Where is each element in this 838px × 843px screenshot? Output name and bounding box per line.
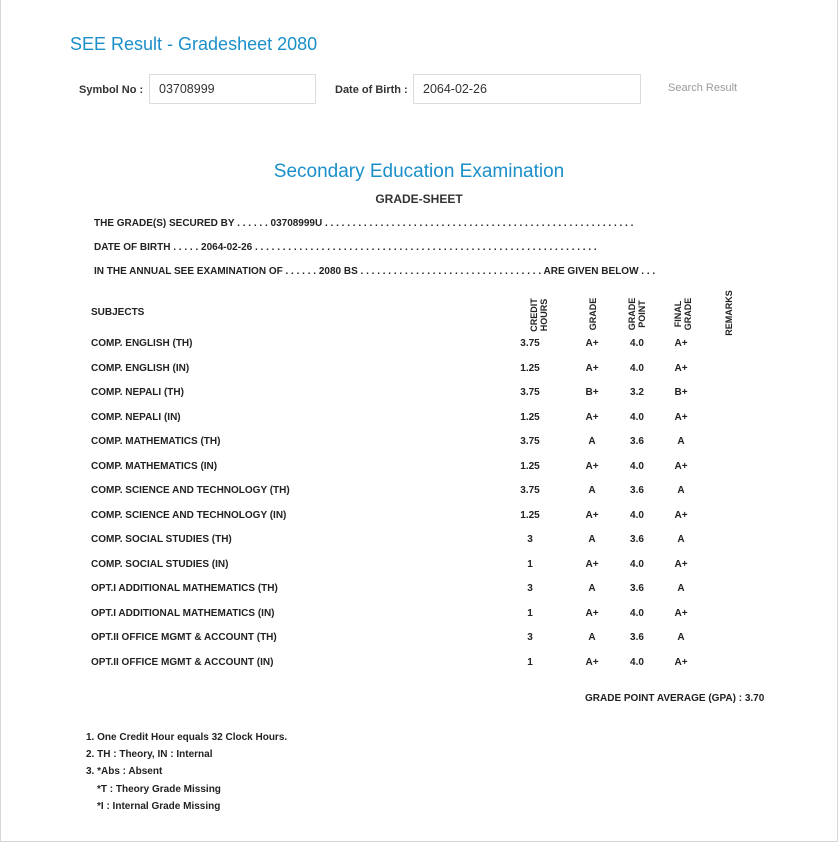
grade-cell: A xyxy=(588,583,596,594)
subject-cell: OPT.II OFFICE MGMT & ACCOUNT (IN) xyxy=(91,656,274,668)
search-result-button[interactable]: Search Result xyxy=(668,82,738,94)
final-grade-cell: A xyxy=(677,632,685,643)
credit-hours-cell: 3 xyxy=(527,583,533,594)
subject-cell: COMP. ENGLISH (TH) xyxy=(91,338,193,349)
final-grade-cell: A xyxy=(677,583,685,594)
grade-cell: A+ xyxy=(585,460,599,472)
grade-cell: A+ xyxy=(585,338,599,349)
subject-cell: COMP. SCIENCE AND TECHNOLOGY (TH) xyxy=(91,485,290,496)
credit-hours-cell: 1 xyxy=(527,558,533,570)
footnote-item: *T : Theory Grade Missing xyxy=(97,783,221,795)
footnotes xyxy=(86,731,287,817)
final-grade-cell: A+ xyxy=(674,460,688,472)
grade-point-cell: 3.6 xyxy=(630,485,644,496)
grade-cell: A+ xyxy=(585,558,599,570)
dob-line: DATE OF BIRTH . . . . . 2064-02-26 . . . . . . . . . . . . . . . . . . . . . . . . . . . . . . . . . . . . . . . . . . . . . . . . . . . . . . . . . . . . . . xyxy=(94,242,597,253)
table-row xyxy=(0,485,838,499)
footnote-item: *I : Internal Grade Missing xyxy=(97,800,221,812)
footnote-item: 1. One Credit Hour equals 32 Clock Hours. xyxy=(86,732,288,743)
table-row xyxy=(0,436,838,450)
final-grade-cell: B+ xyxy=(674,387,688,398)
final-grade-cell: A+ xyxy=(674,607,688,619)
grade-point-cell: 3.2 xyxy=(630,387,644,398)
credit-hours-cell: 1.25 xyxy=(520,460,540,472)
table-row xyxy=(0,461,838,475)
credit-hours-cell: 3 xyxy=(527,632,533,643)
grade-point-cell: 3.6 xyxy=(630,436,644,447)
subject-cell: OPT.I ADDITIONAL MATHEMATICS (TH) xyxy=(91,583,278,594)
symbol-no-label: Symbol No : xyxy=(79,84,144,96)
col-header-remarks: REMARKS xyxy=(724,290,734,336)
subject-cell: COMP. NEPALI (IN) xyxy=(91,411,181,423)
grade-cell: B+ xyxy=(585,387,599,398)
table-row xyxy=(0,412,838,426)
table-row xyxy=(0,534,838,548)
grade-point-cell: 4.0 xyxy=(630,656,644,668)
final-grade-cell: A+ xyxy=(674,338,688,349)
table-row xyxy=(0,608,838,622)
grade-point-cell: 3.6 xyxy=(630,632,644,643)
grade-cell: A+ xyxy=(585,509,599,521)
dob-label: Date of Birth : xyxy=(335,84,408,96)
final-grade-cell: A+ xyxy=(674,509,688,521)
subject-cell: OPT.I ADDITIONAL MATHEMATICS (IN) xyxy=(91,607,275,619)
subject-cell: COMP. MATHEMATICS (IN) xyxy=(91,460,218,472)
credit-hours-cell: 1.25 xyxy=(520,411,540,423)
grade-cell: A+ xyxy=(585,411,599,423)
table-row xyxy=(0,657,838,671)
credit-hours-cell: 1.25 xyxy=(520,362,540,374)
footnote-item: 2. TH : Theory, IN : Internal xyxy=(86,749,213,761)
grade-cell: A xyxy=(588,632,596,643)
grade-point-cell: 3.6 xyxy=(630,534,644,545)
credit-hours-cell: 3.75 xyxy=(520,387,540,398)
subject-cell: COMP. MATHEMATICS (TH) xyxy=(91,436,221,447)
dob-input[interactable]: 2064-02-26 xyxy=(413,74,641,104)
subject-cell: COMP. SCIENCE AND TECHNOLOGY (IN) xyxy=(91,509,287,521)
grade-cell: A xyxy=(588,485,596,496)
grade-point-cell: 4.0 xyxy=(630,509,644,521)
gradesheet-title: GRADE-SHEET xyxy=(375,192,463,206)
credit-hours-cell: 3.75 xyxy=(520,338,540,349)
col-header-final-grade: FINAL GRADE xyxy=(673,297,693,331)
col-header-grade: GRADE xyxy=(588,297,598,331)
grade-point-cell: 4.0 xyxy=(630,362,644,374)
grade-point-cell: 4.0 xyxy=(630,338,644,349)
final-grade-cell: A+ xyxy=(674,362,688,374)
symbol-no-input[interactable]: 03708999 xyxy=(149,74,316,104)
table-row xyxy=(0,387,838,401)
table-row xyxy=(0,632,838,646)
col-header-credit-hours: CREDIT HOURS xyxy=(529,298,549,332)
subject-cell: COMP. SOCIAL STUDIES (TH) xyxy=(91,534,232,545)
page-title: SEE Result - Gradesheet 2080 xyxy=(70,34,318,54)
grade-point-cell: 4.0 xyxy=(630,411,644,423)
secured-by-line: THE GRADE(S) SECURED BY . . . . . . 03708999U . . . . . . . . . . . . . . . . . . . . . . . . . . . . . . . . . . . . . . . . . . . . . . . . . . . . . . . . xyxy=(94,218,634,229)
col-header-subjects: SUBJECTS xyxy=(91,307,145,318)
final-grade-cell: A xyxy=(677,534,685,545)
col-header-grade-point: GRADE POINT xyxy=(627,297,647,331)
exam-title: Secondary Education Examination xyxy=(273,161,565,182)
credit-hours-cell: 1 xyxy=(527,656,533,668)
gpa-summary: GRADE POINT AVERAGE (GPA) : 3.70 xyxy=(585,693,765,704)
subject-cell: COMP. SOCIAL STUDIES (IN) xyxy=(91,558,229,570)
credit-hours-cell: 3.75 xyxy=(520,485,540,496)
credit-hours-cell: 3.75 xyxy=(520,436,540,447)
grade-point-cell: 4.0 xyxy=(630,558,644,570)
grade-cell: A xyxy=(588,534,596,545)
final-grade-cell: A+ xyxy=(674,411,688,423)
table-row xyxy=(0,559,838,573)
credit-hours-cell: 3 xyxy=(527,534,533,545)
grade-cell: A+ xyxy=(585,362,599,374)
grade-point-cell: 4.0 xyxy=(630,460,644,472)
table-row xyxy=(0,338,838,352)
grade-point-cell: 4.0 xyxy=(630,607,644,619)
grade-cell: A+ xyxy=(585,607,599,619)
subject-cell: OPT.II OFFICE MGMT & ACCOUNT (TH) xyxy=(91,632,277,643)
table-row xyxy=(0,363,838,377)
footnote-item: 3. *Abs : Absent xyxy=(86,766,163,778)
grade-cell: A+ xyxy=(585,656,599,668)
grade-point-cell: 3.6 xyxy=(630,583,644,594)
exam-year-line: IN THE ANNUAL SEE EXAMINATION OF . . . . . . 2080 BS . . . . . . . . . . . . . . . . . . . . . . . . . . . . . . . . . ARE GIVEN BELOW . . . xyxy=(94,266,656,277)
final-grade-cell: A+ xyxy=(674,656,688,668)
subject-cell: COMP. ENGLISH (IN) xyxy=(91,362,190,374)
final-grade-cell: A xyxy=(677,436,685,447)
table-row xyxy=(0,510,838,524)
credit-hours-cell: 1 xyxy=(527,607,533,619)
final-grade-cell: A xyxy=(677,485,685,496)
credit-hours-cell: 1.25 xyxy=(520,509,540,521)
table-row xyxy=(0,583,838,597)
subject-cell: COMP. NEPALI (TH) xyxy=(91,387,184,398)
final-grade-cell: A+ xyxy=(674,558,688,570)
grade-cell: A xyxy=(588,436,596,447)
